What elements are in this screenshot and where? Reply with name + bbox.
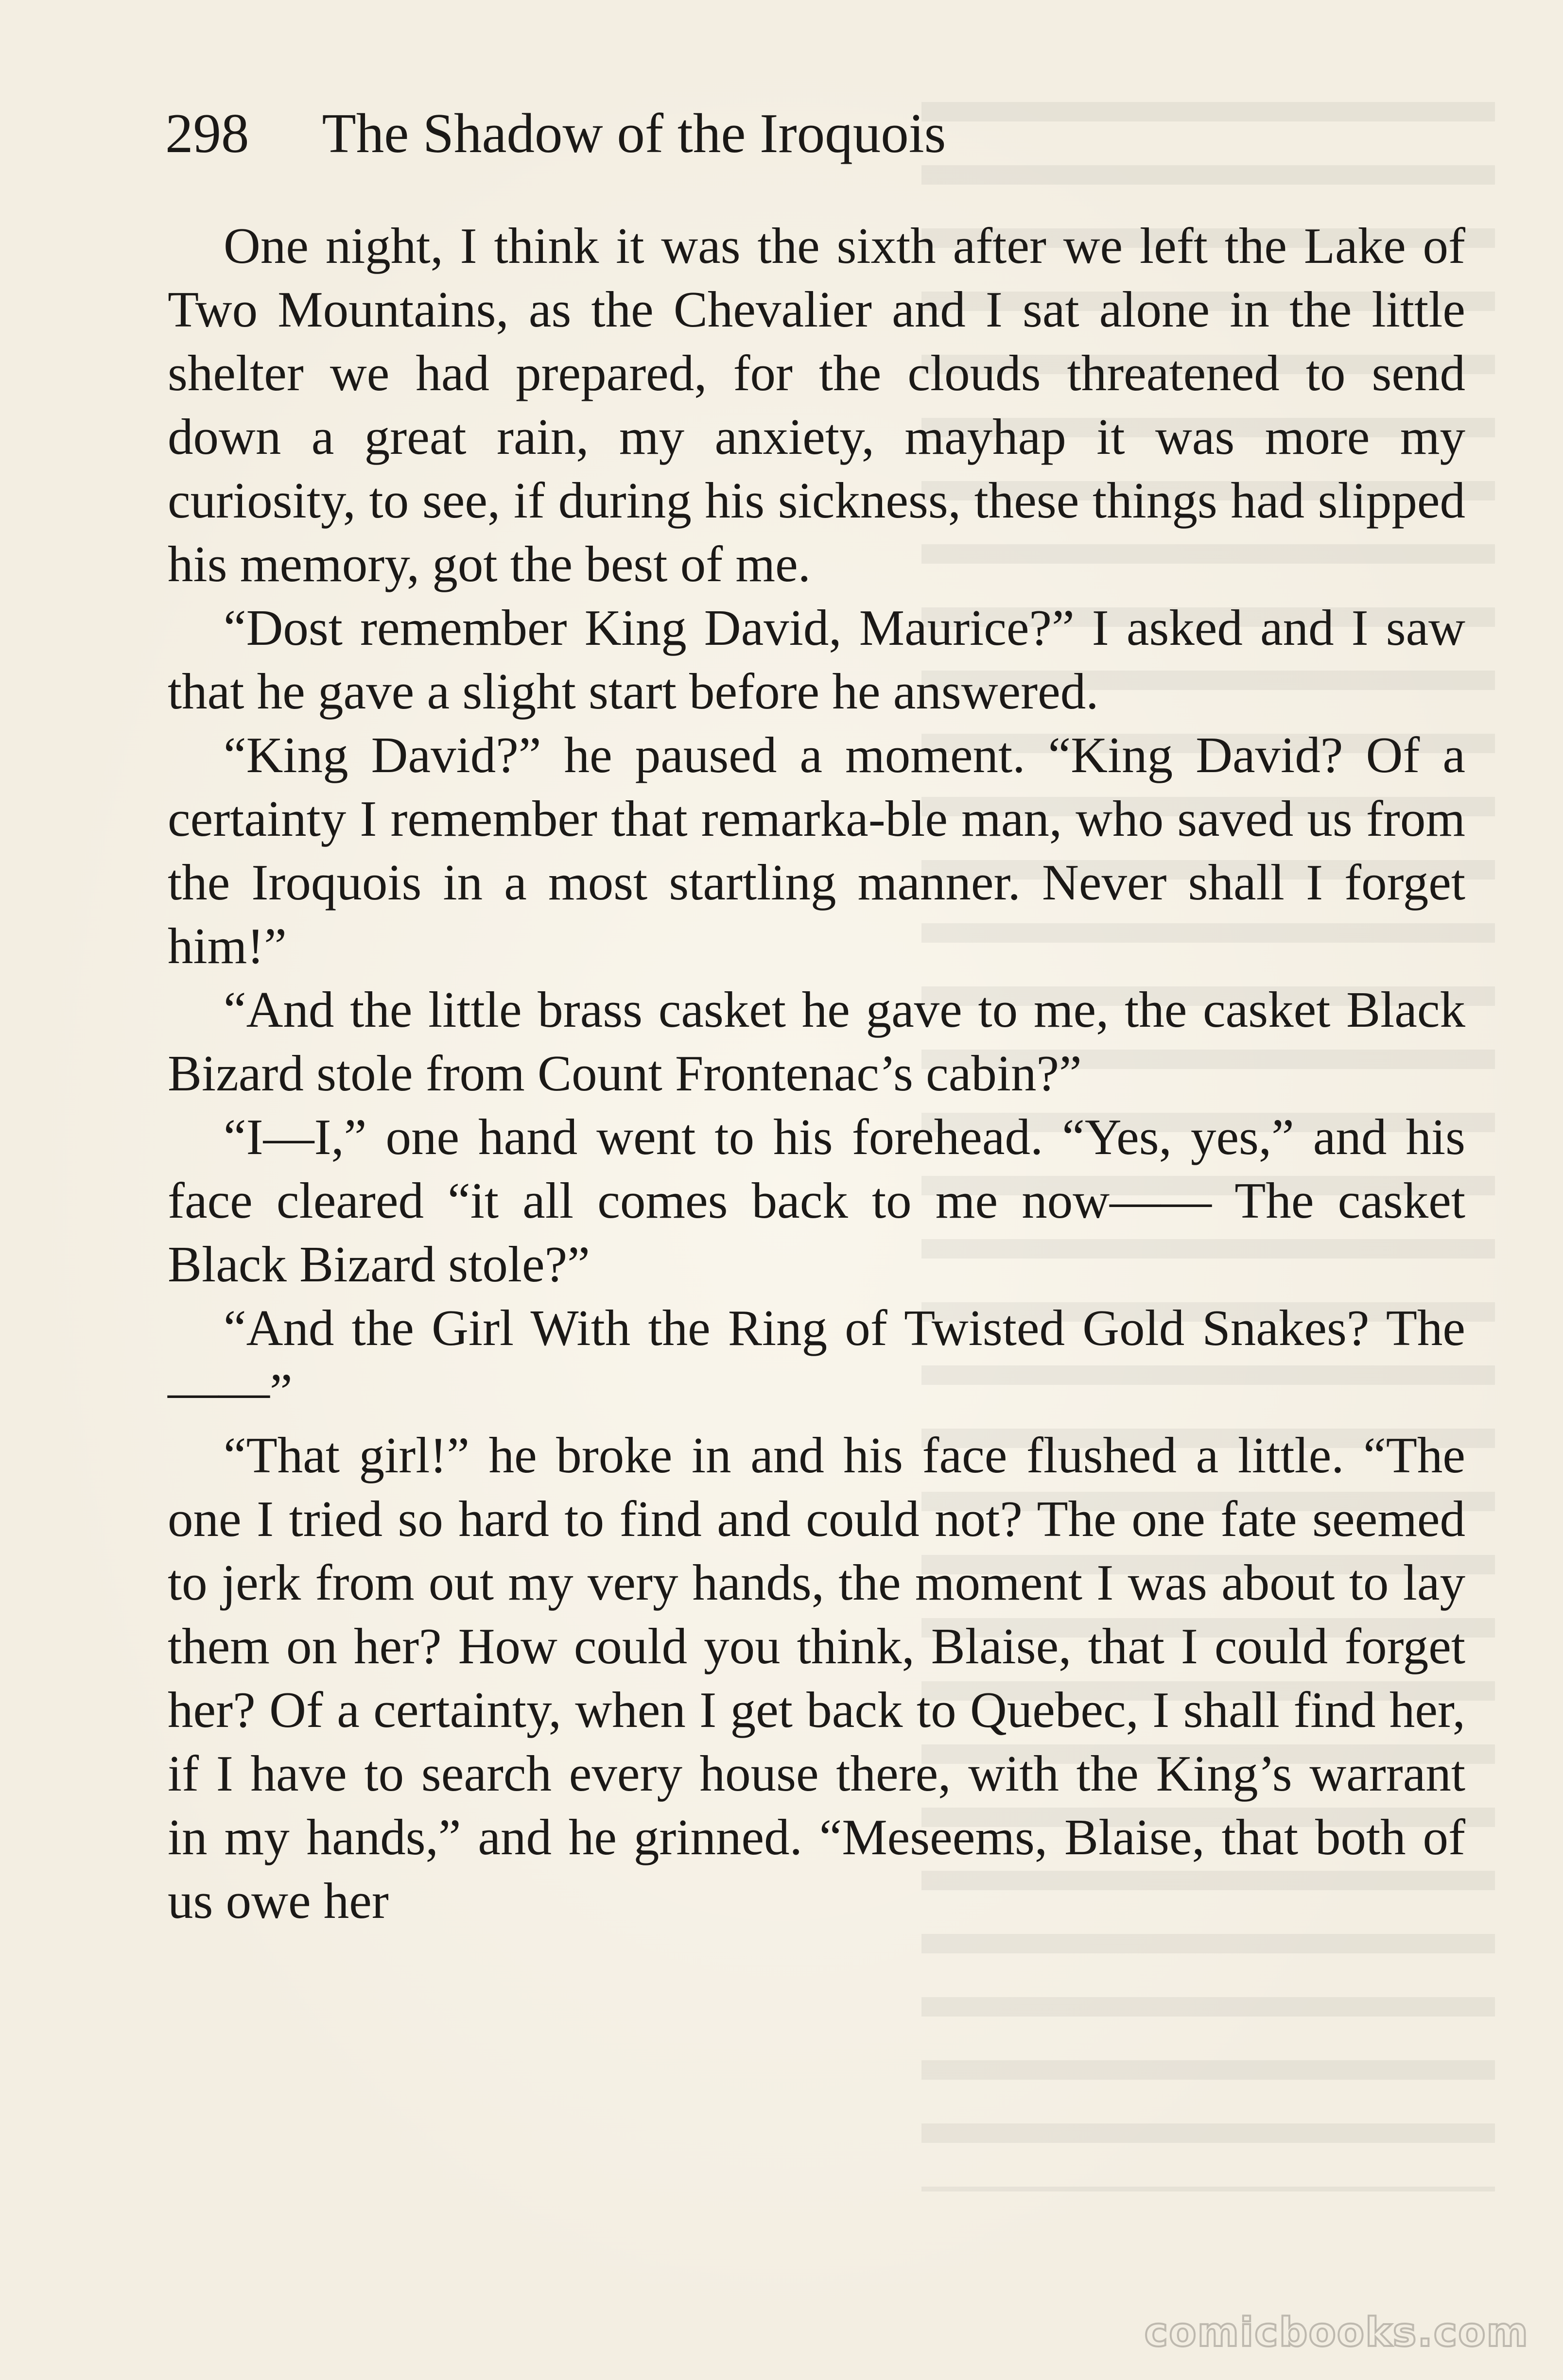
page-number: 298 xyxy=(165,103,249,164)
watermark: comicbooks.com xyxy=(1144,2310,1529,2356)
paragraph: “I—I,” one hand went to his forehead. “Yes, yes,” and his face cleared “it all comes back to me now—— The casket Black Bizard stole?” xyxy=(168,1108,1465,1293)
paragraph: “And the little brass casket he gave to me, the casket Black Bizard stole from Count Frontenac’s cabin?” xyxy=(168,981,1465,1102)
body-text xyxy=(168,214,1465,1932)
paragraph: “That girl!” he broke in and his face flushed a little. “The one I tried so hard to find and could not? The one fate seemed to jerk from out my very hands, the moment I was about to lay them on her? How could you think, Blaise, that I could forget her? Of a certainty, when I get back to Quebec, I shall find her, if I have to search every house there, with the King’s warrant in my hands,” and he grinned. “Meseems, Blaise, that both of us owe her xyxy=(168,1427,1465,1929)
paragraph: “Dost remember King David, Maurice?” I asked and I saw that he gave a slight start before he answered. xyxy=(168,599,1465,720)
running-head xyxy=(165,97,946,170)
paragraph: “And the Girl With the Ring of Twisted Gold Snakes? The——” xyxy=(168,1299,1465,1420)
running-title: The Shadow of the Iroquois xyxy=(322,103,946,164)
paragraph: “King David?” he paused a moment. “King David? Of a certainty I remember that remarka-ble man, who saved us from the Iroquois in a most startling manner. Never shall I forget him!” xyxy=(168,726,1465,974)
paragraph: One night, I think it was the sixth after we left the Lake of Two Mountains, as the Chevalier and I sat alone in the little shelter we had prepared, for the clouds threatened to send down a great rain, my anxiety, mayhap it was more my curiosity, to see, if during his sickness, these things had slipped his memory, got the best of me. xyxy=(168,217,1465,592)
